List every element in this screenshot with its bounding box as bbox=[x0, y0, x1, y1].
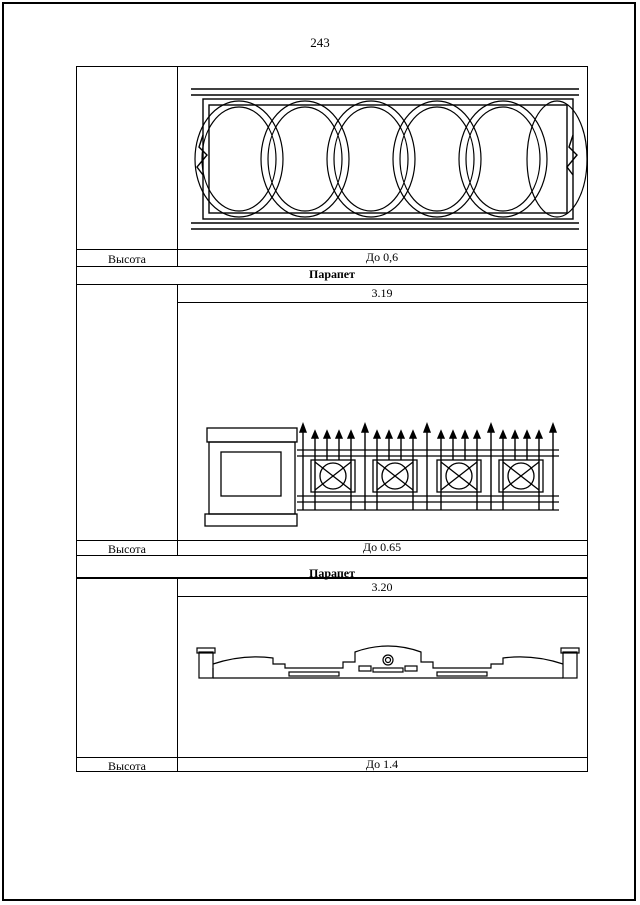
section-table-1 bbox=[76, 66, 588, 267]
section-heading-2: Парапет bbox=[309, 267, 355, 281]
item-number-3-20: 3.20 bbox=[371, 580, 393, 594]
section-table-2 bbox=[76, 266, 588, 556]
height-label-3: Высота bbox=[108, 759, 146, 773]
height-value-2: До 0.65 bbox=[362, 540, 402, 554]
railing-circles-drawing bbox=[187, 75, 587, 235]
section-table-3 bbox=[76, 566, 588, 772]
parapet-elevation-drawing bbox=[193, 638, 583, 688]
page-number: 243 bbox=[310, 35, 330, 50]
height-value-3: До 1.4 bbox=[365, 757, 399, 771]
fence-with-pillar-drawing bbox=[203, 422, 563, 532]
item-number-3-19: 3.19 bbox=[371, 286, 393, 300]
section-heading-3: Парапет bbox=[309, 566, 355, 580]
height-label-2: Высота bbox=[108, 542, 146, 556]
height-label-1: Высота bbox=[108, 252, 146, 266]
height-value-1: До 0,6 bbox=[365, 250, 399, 264]
